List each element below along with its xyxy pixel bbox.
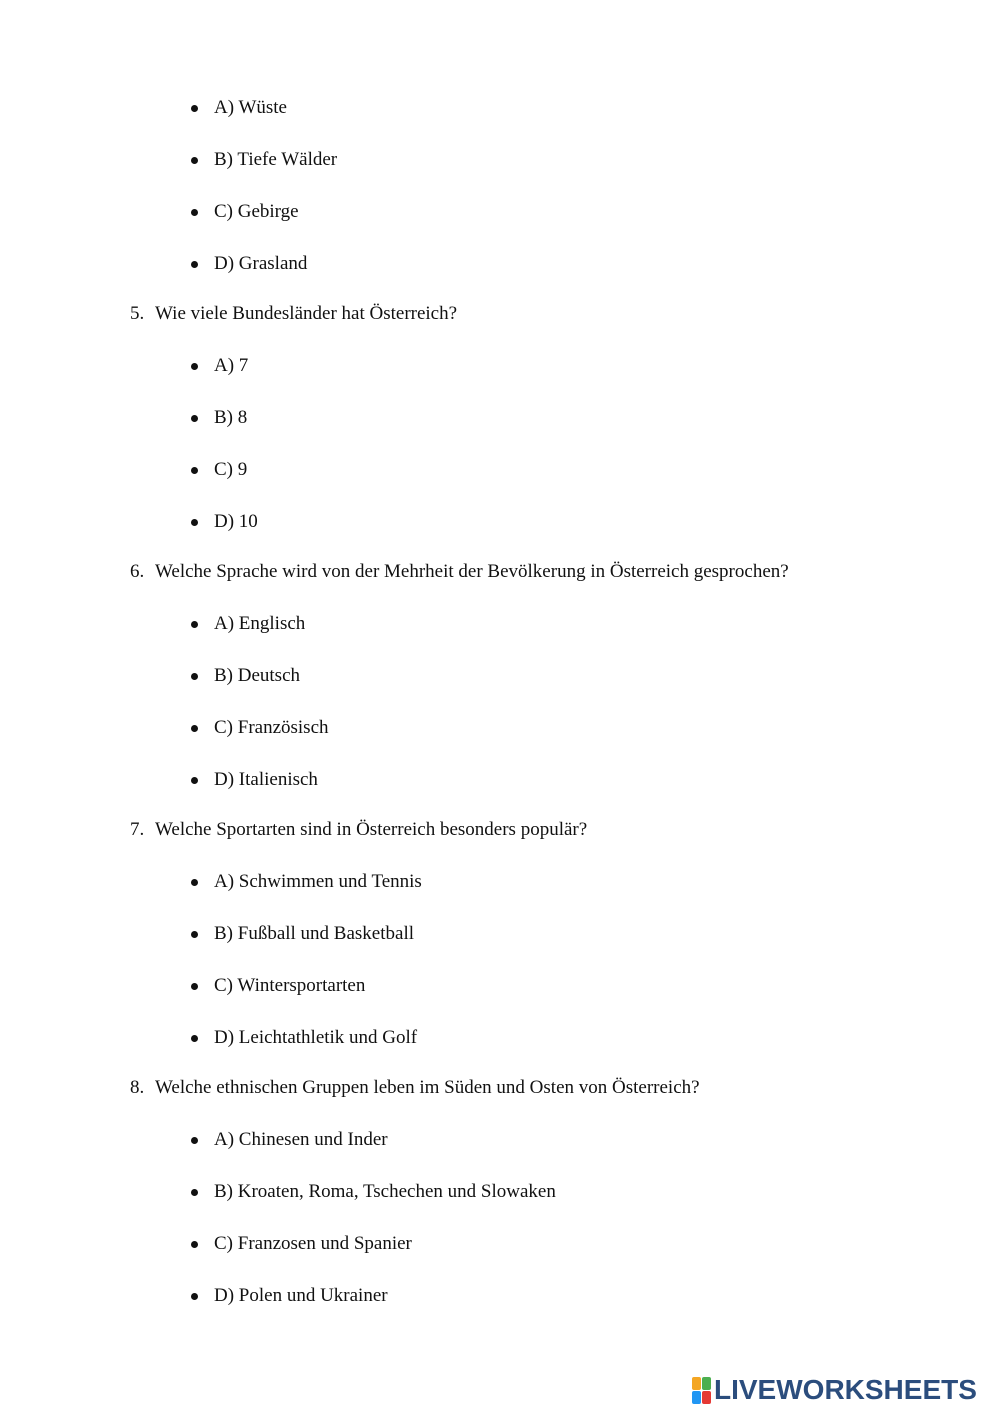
bullet-icon (191, 467, 198, 474)
bullet-icon (191, 261, 198, 268)
option-d: D) Italienisch (214, 769, 318, 790)
bullet-icon (191, 209, 198, 216)
option-c: C) Gebirge (214, 201, 299, 222)
bullet-icon (191, 725, 198, 732)
bullet-icon (191, 157, 198, 164)
question-text: Welche ethnischen Gruppen leben im Süden und Osten von Österreich? (155, 1077, 700, 1098)
bullet-icon (191, 777, 198, 784)
bullet-icon (191, 363, 198, 370)
bullet-icon (191, 415, 198, 422)
option-d: D) Leichtathletik und Golf (214, 1027, 418, 1048)
bullet-icon (191, 1241, 198, 1248)
question-number: 5. (130, 303, 145, 324)
option-b: B) Tiefe Wälder (214, 149, 338, 170)
option-b: B) 8 (214, 407, 248, 428)
option-b: B) Deutsch (214, 665, 301, 686)
option-a: A) Schwimmen und Tennis (214, 871, 422, 892)
option-b: B) Kroaten, Roma, Tschechen und Slowaken (214, 1181, 556, 1202)
bullet-icon (191, 1293, 198, 1300)
option-a: A) Englisch (214, 613, 306, 634)
bullet-icon (191, 879, 198, 886)
option-c: C) Franzosen und Spanier (214, 1233, 412, 1254)
option-a: A) Wüste (214, 97, 287, 118)
question-number: 6. (130, 561, 145, 582)
bullet-icon (191, 519, 198, 526)
option-b: B) Fußball und Basketball (214, 923, 415, 944)
question-text: Welche Sprache wird von der Mehrheit der Bevölkerung in Österreich gesprochen? (155, 561, 789, 582)
option-d: D) Grasland (214, 253, 308, 274)
option-a: A) 7 (214, 355, 249, 376)
liveworksheets-logo[interactable] (692, 1374, 977, 1406)
logo-blocks-icon (692, 1376, 712, 1404)
option-c: C) Französisch (214, 717, 329, 738)
bullet-icon (191, 1189, 198, 1196)
bullet-icon (191, 673, 198, 680)
question-text: Wie viele Bundesländer hat Österreich? (155, 303, 458, 324)
option-a: A) Chinesen und Inder (214, 1129, 388, 1150)
bullet-icon (191, 983, 198, 990)
bullet-icon (191, 1137, 198, 1144)
question-text: Welche Sportarten sind in Österreich besonders populär? (155, 819, 588, 840)
question-number: 7. (130, 819, 145, 840)
question-number: 8. (130, 1077, 145, 1098)
option-d: D) 10 (214, 511, 258, 532)
logo-text: LIVEWORKSHEETS (714, 1374, 977, 1405)
bullet-icon (191, 931, 198, 938)
bullet-icon (191, 105, 198, 112)
option-c: C) Wintersportarten (214, 975, 366, 996)
bullet-icon (191, 621, 198, 628)
bullet-icon (191, 1035, 198, 1042)
option-c: C) 9 (214, 459, 248, 480)
option-d: D) Polen und Ukrainer (214, 1285, 388, 1306)
